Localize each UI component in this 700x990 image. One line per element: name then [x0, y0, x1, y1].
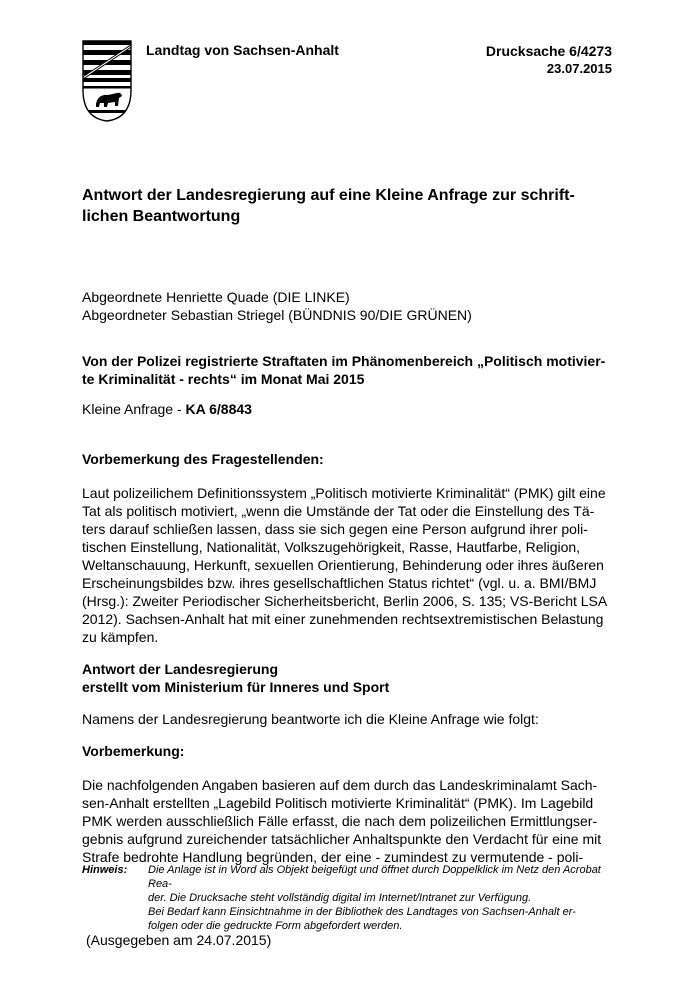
- paragraph-line: tischen Einstellung, Nationalität, Volkszugehörigkeit, Rasse, Hautfarbe, Religion,: [82, 539, 581, 555]
- paragraph-line: sen-Anhalt erstellten „Lagebild Politisch motivierte Kriminalität“ (PMK). Im Lagebild: [82, 795, 594, 811]
- document-title: [82, 185, 615, 227]
- title-line: Antwort der Landesregierung auf eine Kleine Anfrage zur schrift-: [82, 187, 575, 204]
- paragraph-line: ters darauf schließen lassen, dass sie sich gegen eine Person aufgrund ihrer poli-: [82, 521, 588, 537]
- notice-text: [148, 863, 615, 933]
- answer-heading-line: erstellt vom Ministerium für Inneres und Sport: [82, 679, 390, 695]
- authors: [82, 288, 615, 324]
- answer-intro: Namens der Landesregierung beantworte ich die Kleine Anfrage wie folgt:: [82, 711, 539, 727]
- paragraph-line: Die nachfolgenden Angaben basieren auf dem durch das Landeskriminalamt Sach-: [82, 777, 598, 793]
- answer-heading-line: Antwort der Landesregierung: [82, 661, 279, 677]
- subject-line: Von der Polizei registrierte Straftaten im Phänomenbereich „Politisch motivier-: [82, 353, 606, 369]
- notice-line: Die Anlage ist in Word als Objekt beigefügt und öffnet durch Doppelklick im Netz den Acrobat Rea-: [148, 864, 601, 890]
- author-line: Abgeordnete Henriette Quade (DIE LINKE): [82, 289, 350, 305]
- subject: [82, 352, 615, 388]
- preliminary-heading: Vorbemerkung des Fragestellenden:: [82, 451, 324, 467]
- notice-line: folgen oder die gedruckte Form abgefordert werden.: [148, 920, 403, 932]
- author-line: Abgeordneter Sebastian Striegel (BÜNDNIS 90/DIE GRÜNEN): [82, 307, 472, 323]
- coat-of-arms-icon: [82, 40, 132, 122]
- paragraph-line: Laut polizeilichem Definitionssystem „Politisch motivierte Kriminalität“ (PMK) gilt eine: [82, 485, 606, 501]
- notice-line: der. Die Drucksache steht vollständig digital im Internet/Intranet zur Verfügung.: [148, 892, 532, 904]
- parliament-name: Landtag von Sachsen-Anhalt: [146, 42, 339, 58]
- document-date: 23.07.2015: [546, 61, 612, 76]
- inquiry-prefix: Kleine Anfrage -: [82, 401, 186, 417]
- answer-heading: [82, 660, 615, 696]
- paragraph-line: Strafe bedrohte Handlung begründen, der eine - zumindest zu vermutende - poli-: [82, 849, 584, 865]
- title-line: lichen Beantwortung: [82, 208, 241, 225]
- inquiry-reference: [82, 400, 615, 418]
- paragraph-line: zu kämpfen.: [82, 629, 159, 645]
- paragraph-line: Erscheinungsbildes bzw. ihres gesellschaftlichen Status richtet“ (vgl. u. a. BMI/BMJ: [82, 575, 597, 591]
- remark-heading: Vorbemerkung:: [82, 743, 185, 759]
- paragraph-line: PMK werden ausschließlich Fälle erfasst, die nach dem polizeilichen Ermittlungser-: [82, 813, 598, 829]
- document-number-block: [486, 42, 612, 78]
- notice-line: Bei Bedarf kann Einsichtnahme in der Bibliothek des Landtages von Sachsen-Anhalt er-: [148, 906, 576, 918]
- preliminary-paragraph: [82, 484, 615, 646]
- inquiry-number: KA 6/8843: [185, 401, 252, 417]
- paragraph-line: Tat als politisch motiviert, „wenn die Umstände der Tat oder die Einstellung des Tä-: [82, 503, 595, 519]
- document-number: Drucksache 6/4273: [485, 43, 612, 59]
- notice-label: Hinweis:: [82, 864, 128, 876]
- subject-line: te Kriminalität - rechts“ im Monat Mai 2015: [82, 371, 365, 387]
- paragraph-line: (Hrsg.): Zweiter Periodischer Sicherheitsbericht, Berlin 2006, S. 135; VS-Bericht LSA: [82, 593, 608, 609]
- paragraph-line: 2012). Sachsen-Anhalt hat mit einer zunehmenden rechtsextremistischen Belastung: [82, 611, 604, 627]
- remark-paragraph: [82, 776, 615, 866]
- issued-date: (Ausgegeben am 24.07.2015): [86, 932, 272, 948]
- paragraph-line: Weltanschauung, Herkunft, sexuellen Orientierung, Behinderung oder ihres äußeren: [82, 557, 604, 573]
- paragraph-line: gebnis aufgrund zureichender tatsächlicher Anhaltspunkte den Verdacht für eine mit: [82, 831, 602, 847]
